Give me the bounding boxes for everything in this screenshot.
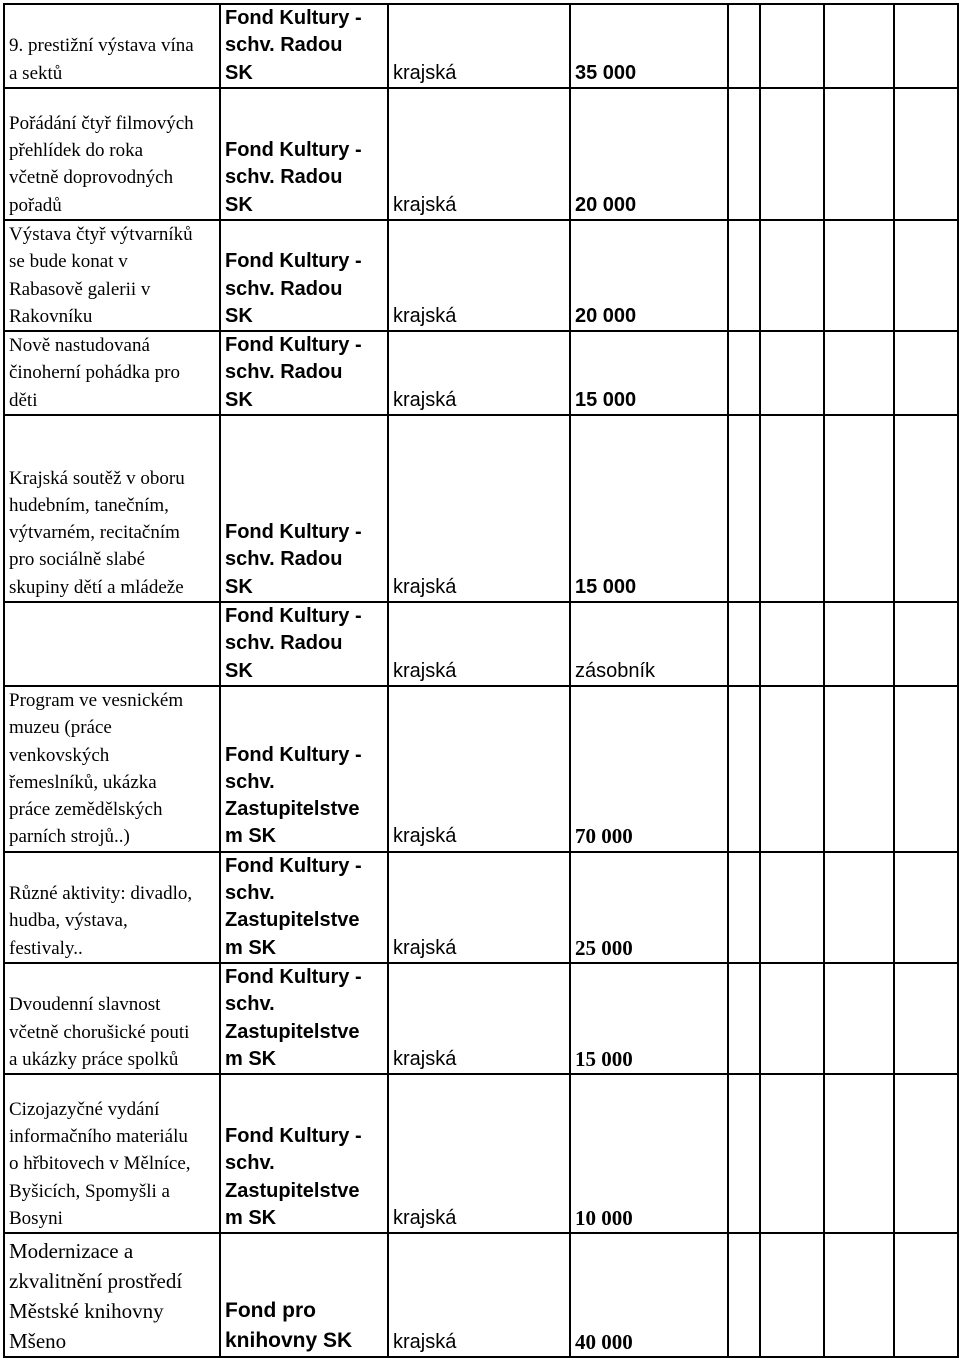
grant-level: krajská	[388, 88, 570, 220]
table-row	[4, 88, 958, 220]
fund-source: Fond Kultury - schv. Zastupitelstve m SK	[220, 852, 388, 963]
empty-cell	[760, 415, 824, 602]
empty-cell	[894, 1074, 958, 1233]
empty-cell	[760, 1074, 824, 1233]
empty-cell	[760, 852, 824, 963]
empty-cell	[728, 1074, 760, 1233]
fund-source: Fond Kultury - schv. Radou SK	[220, 88, 388, 220]
project-name: Krajská soutěž v oboru hudebním, tanečním, výtvarném, recitačním pro sociálně slabé skupiny dětí a mládeže	[4, 415, 220, 602]
empty-cell	[894, 331, 958, 415]
empty-cell	[728, 1233, 760, 1357]
grant-amount: 35 000	[570, 4, 728, 88]
grant-level: krajská	[388, 852, 570, 963]
empty-cell	[824, 1074, 894, 1233]
fund-source: Fond Kultury - schv. Zastupitelstve m SK	[220, 963, 388, 1074]
empty-cell	[760, 331, 824, 415]
empty-cell	[824, 602, 894, 686]
project-name: Dvoudenní slavnost včetně chorušické pouti a ukázky práce spolků	[4, 963, 220, 1074]
grant-amount: 10 000	[570, 1074, 728, 1233]
empty-cell	[760, 4, 824, 88]
grant-amount: 15 000	[570, 415, 728, 602]
grant-level: krajská	[388, 220, 570, 331]
grant-amount: 15 000	[570, 963, 728, 1074]
empty-cell	[894, 963, 958, 1074]
fund-source: Fond pro knihovny SK	[220, 1233, 388, 1357]
empty-cell	[728, 415, 760, 602]
project-name: Modernizace a zkvalitnění prostředí Městské knihovny Mšeno	[4, 1233, 220, 1357]
project-name: Nově nastudovaná činoherní pohádka pro děti	[4, 331, 220, 415]
grant-level: krajská	[388, 415, 570, 602]
table-row	[4, 415, 958, 602]
empty-cell	[728, 220, 760, 331]
empty-cell	[824, 88, 894, 220]
project-name: Výstava čtyř výtvarníků se bude konat v Rabasově galerii v Rakovníku	[4, 220, 220, 331]
fund-source: Fond Kultury - schv. Zastupitelstve m SK	[220, 1074, 388, 1233]
grant-amount: 20 000	[570, 220, 728, 331]
table-row	[4, 1074, 958, 1233]
grant-amount: zásobník	[570, 602, 728, 686]
empty-cell	[894, 852, 958, 963]
project-name: Pořádání čtyř filmových přehlídek do roka včetně doprovodných pořadů	[4, 88, 220, 220]
table-row	[4, 4, 958, 88]
empty-cell	[824, 331, 894, 415]
empty-cell	[824, 220, 894, 331]
empty-cell	[728, 88, 760, 220]
grant-level: krajská	[388, 1233, 570, 1357]
empty-cell	[894, 686, 958, 852]
empty-cell	[824, 4, 894, 88]
grant-level: krajská	[388, 686, 570, 852]
grant-amount: 15 000	[570, 331, 728, 415]
empty-cell	[894, 1233, 958, 1357]
empty-cell	[728, 963, 760, 1074]
project-name: 9. prestižní výstava vína a sektů	[4, 4, 220, 88]
fund-source: Fond Kultury - schv. Zastupitelstve m SK	[220, 686, 388, 852]
empty-cell	[728, 852, 760, 963]
empty-cell	[760, 963, 824, 1074]
grant-amount: 70 000	[570, 686, 728, 852]
empty-cell	[760, 686, 824, 852]
empty-cell	[894, 602, 958, 686]
empty-cell	[894, 415, 958, 602]
fund-source: Fond Kultury - schv. Radou SK	[220, 602, 388, 686]
empty-cell	[760, 220, 824, 331]
empty-cell	[894, 220, 958, 331]
empty-cell	[760, 602, 824, 686]
empty-cell	[728, 602, 760, 686]
project-name: Různé aktivity: divadlo, hudba, výstava, festivaly..	[4, 852, 220, 963]
grant-level: krajská	[388, 4, 570, 88]
table-row	[4, 1233, 958, 1357]
grant-level: krajská	[388, 963, 570, 1074]
fund-source: Fond Kultury - schv. Radou SK	[220, 331, 388, 415]
table-row	[4, 331, 958, 415]
empty-cell	[760, 88, 824, 220]
fund-source: Fond Kultury - schv. Radou SK	[220, 415, 388, 602]
empty-cell	[824, 852, 894, 963]
grant-level: krajská	[388, 1074, 570, 1233]
empty-cell	[728, 331, 760, 415]
empty-cell	[894, 88, 958, 220]
project-name: Cizojazyčné vydání informačního materiálu o hřbitovech v Mělníce, Byšicích, Spomyšli a Bosyni	[4, 1074, 220, 1233]
empty-cell	[894, 4, 958, 88]
table-row	[4, 852, 958, 963]
grant-level: krajská	[388, 331, 570, 415]
grant-amount: 40 000	[570, 1233, 728, 1357]
empty-cell	[824, 963, 894, 1074]
table-row	[4, 220, 958, 331]
table-row	[4, 686, 958, 852]
table-row	[4, 602, 958, 686]
project-name	[4, 602, 220, 686]
empty-cell	[824, 415, 894, 602]
table-row	[4, 963, 958, 1074]
empty-cell	[728, 4, 760, 88]
project-name: Program ve vesnickém muzeu (práce venkovských řemeslníků, ukázka práce zemědělských parních strojů..)	[4, 686, 220, 852]
empty-cell	[728, 686, 760, 852]
grant-amount: 25 000	[570, 852, 728, 963]
fund-source: Fond Kultury - schv. Radou SK	[220, 4, 388, 88]
empty-cell	[824, 686, 894, 852]
grant-level: krajská	[388, 602, 570, 686]
grant-amount: 20 000	[570, 88, 728, 220]
empty-cell	[824, 1233, 894, 1357]
empty-cell	[760, 1233, 824, 1357]
grant-table	[3, 3, 959, 1358]
fund-source: Fond Kultury - schv. Radou SK	[220, 220, 388, 331]
